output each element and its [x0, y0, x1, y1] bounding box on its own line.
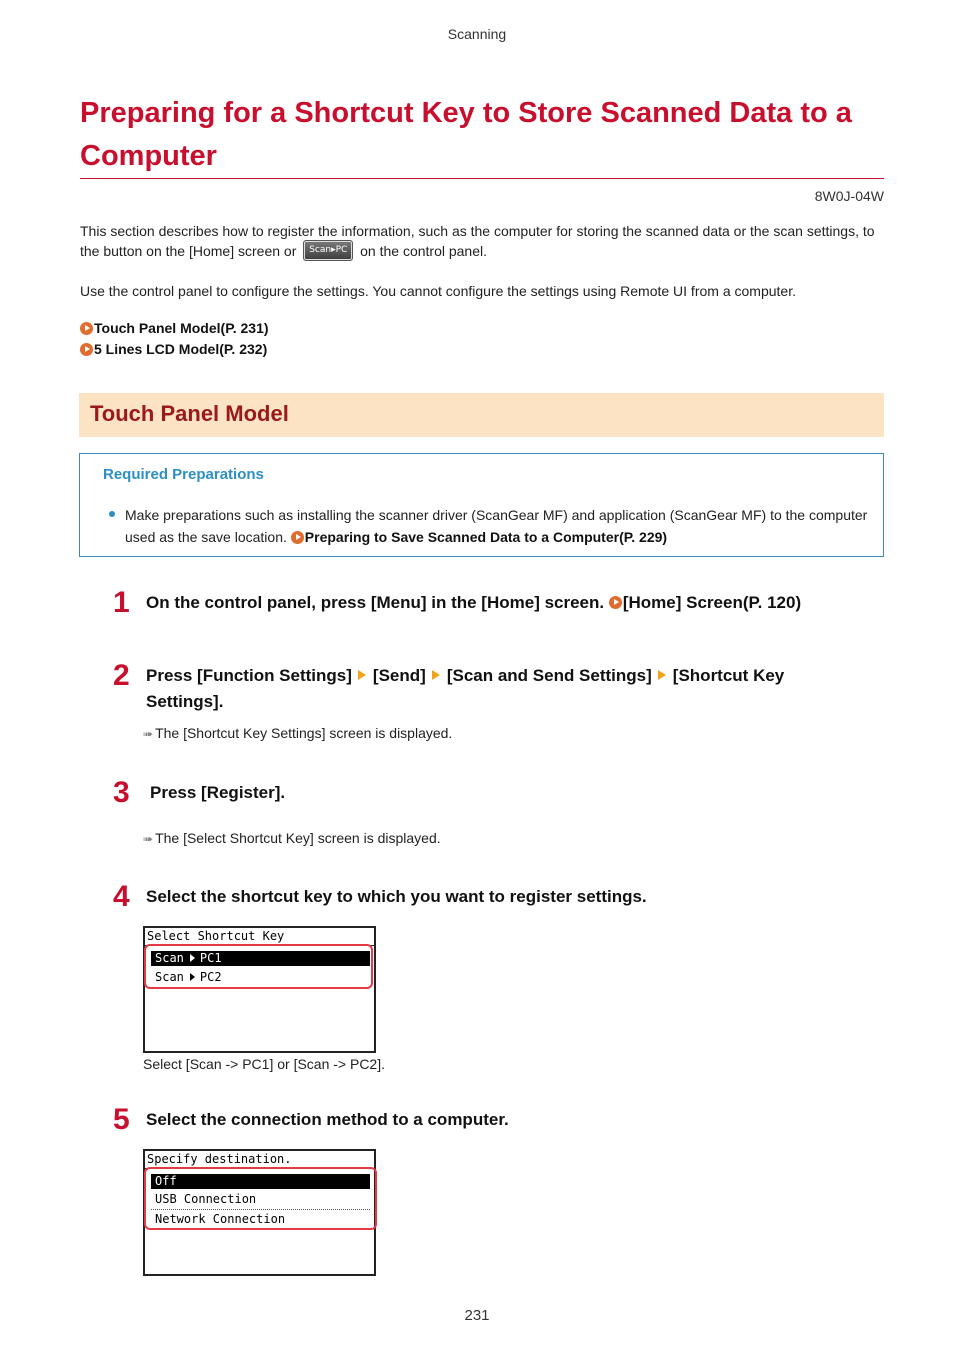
required-preparations-box — [79, 453, 884, 557]
option-destination-label: PC2 — [199, 970, 222, 984]
step-number-1: 1 — [113, 586, 130, 619]
connection-option-off[interactable]: Off — [151, 1174, 370, 1189]
step-1-instruction: On the control panel, press [Menu] in the [Home] screen. — [146, 593, 605, 612]
required-preparations-heading: Required Preparations — [103, 466, 264, 483]
arrow-circle-icon — [80, 343, 93, 356]
section-heading: Touch Panel Model — [90, 401, 289, 426]
step-2-part-2: [Send] — [372, 666, 426, 685]
breadcrumb-triangle-icon — [658, 670, 666, 680]
intro-paragraph-1 — [80, 221, 880, 261]
step-1-text — [146, 590, 846, 616]
option-scan-label: Scan — [155, 951, 184, 965]
page-number: 231 — [464, 1307, 490, 1324]
preparing-to-save-link[interactable] — [291, 529, 667, 545]
connection-option-network[interactable]: Network Connection — [155, 1212, 286, 1226]
lcd-screen-title: Specify destination. — [147, 1152, 292, 1166]
required-preparations-item — [125, 504, 870, 548]
step-2-result-text: The [Shortcut Key Settings] screen is displayed. — [155, 725, 453, 741]
preparation-text: Make preparations such as installing the scanner driver (ScanGear MF) and application (ScanGear MF) to the computer used as the save location. — [125, 507, 868, 545]
intro-text-after: on the control panel. — [360, 243, 488, 259]
running-header: Scanning — [447, 26, 507, 42]
section-header-bar — [79, 393, 884, 437]
page-title: Preparing for a Shortcut Key to Store Scanned Data to a Computer — [80, 97, 852, 172]
step-3-result-text: The [Select Shortcut Key] screen is displayed. — [155, 830, 441, 846]
result-arrow-icon: ➠ — [143, 832, 154, 846]
step-3-text: Press [Register]. — [150, 783, 286, 802]
option-destination-label: PC1 — [199, 951, 222, 965]
step-5-text: Select the connection method to a computer. — [146, 1110, 509, 1129]
breadcrumb-triangle-icon — [358, 670, 366, 680]
intro-text-before: This section describes how to register the information, such as the computer for storing the scanned data or the scan settings, to the button on the [Home] screen or — [80, 223, 875, 259]
option-scan-label: Scan — [155, 970, 184, 984]
arrow-circle-icon — [80, 322, 93, 335]
breadcrumb-triangle-icon — [432, 670, 440, 680]
step-2-part-1: Press [Function Settings] — [146, 666, 352, 685]
document-code: 8W0J-04W — [814, 188, 884, 204]
arrow-circle-icon — [609, 596, 622, 609]
scan-to-pc-button-icon: Scan▸PC — [303, 240, 353, 261]
lcd-screen-title: Select Shortcut Key — [147, 929, 285, 943]
highlight-frame — [144, 944, 373, 989]
step-number-2: 2 — [113, 659, 130, 692]
step-2-text — [146, 663, 846, 715]
step-2-part-4: [Shortcut Key Settings]. — [146, 666, 785, 711]
arrow-circle-icon — [291, 531, 304, 544]
intro-paragraph-2: Use the control panel to configure the settings. You cannot configure the settings using Remote UI from a computer. — [80, 283, 796, 299]
step-4-text: Select the shortcut key to which you want to register settings. — [146, 887, 647, 906]
step-4-caption: Select [Scan -> PC1] or [Scan -> PC2]. — [143, 1056, 385, 1072]
link-label: Touch Panel Model(P. 231) — [94, 320, 269, 336]
step-2-part-3: [Scan and Send Settings] — [446, 666, 652, 685]
connection-option-usb[interactable]: USB Connection — [155, 1192, 257, 1206]
highlight-frame — [144, 1167, 377, 1230]
bullet-icon — [109, 511, 115, 517]
preparation-link-label: Preparing to Save Scanned Data to a Computer(P. 229) — [304, 529, 668, 545]
step-number-4: 4 — [113, 880, 130, 913]
step-number-5: 5 — [113, 1103, 130, 1136]
link-label: 5 Lines LCD Model(P. 232) — [94, 341, 268, 357]
step-3-result — [143, 830, 441, 846]
link-5-lines-lcd-model[interactable] — [80, 341, 267, 357]
result-arrow-icon: ➠ — [143, 727, 154, 741]
step-2-result — [143, 725, 452, 741]
step-number-3: 3 — [113, 776, 130, 809]
link-touch-panel-model[interactable] — [80, 320, 269, 336]
title-divider — [80, 178, 884, 179]
home-screen-link-label: [Home] Screen(P. 120) — [622, 593, 802, 612]
home-screen-link[interactable] — [609, 593, 801, 612]
